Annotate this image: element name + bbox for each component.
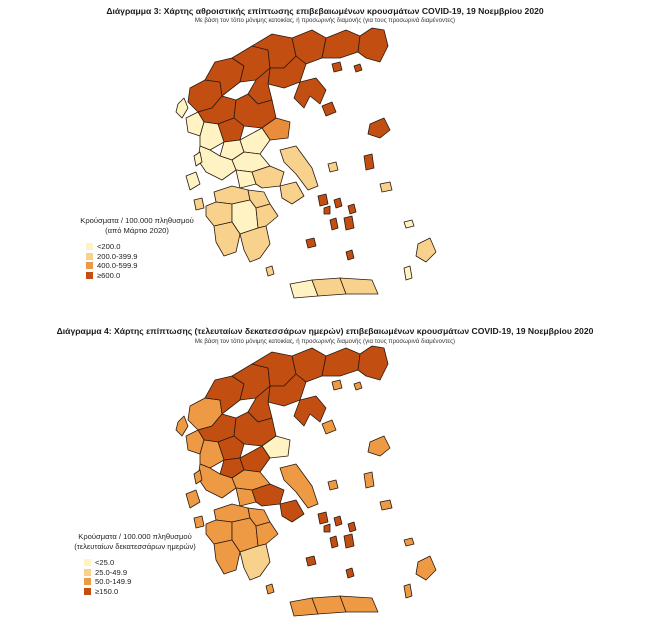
island-chios: [364, 472, 374, 488]
island-samos: [380, 182, 392, 192]
region-argolida: [256, 522, 278, 546]
island-samothraki: [354, 382, 362, 390]
island-syros: [324, 524, 330, 532]
island-limnos: [322, 102, 336, 116]
island-santorini: [346, 250, 354, 260]
island-mykonos: [348, 204, 356, 214]
legend-title: [62, 216, 212, 236]
region-argolida: [256, 204, 278, 228]
island-milos: [306, 556, 316, 566]
legend-item: [84, 577, 210, 587]
legend-item: [86, 242, 212, 252]
legend-label: ≥600.0: [97, 270, 121, 280]
peloponnese: [206, 186, 278, 262]
island-corfu: [176, 98, 188, 118]
map-legend: [62, 216, 212, 280]
island-paros: [330, 536, 338, 548]
island-syros: [324, 206, 330, 214]
legend-label: 50.0-149.9: [95, 577, 132, 587]
island-andros: [318, 194, 328, 206]
island-skyros: [328, 480, 338, 490]
legend-title-line1: Κρούσματα / 100.000 πληθυσμού: [78, 532, 192, 541]
island-santorini: [346, 568, 354, 578]
legend-item: [86, 252, 212, 262]
legend-swatch: [86, 272, 93, 279]
legend-swatch: [84, 578, 91, 585]
island-rhodes: [416, 556, 436, 580]
island-kythira: [266, 584, 274, 594]
island-zakynthos: [194, 516, 204, 528]
legend-label: ≥150.0: [95, 586, 119, 596]
island-mykonos: [348, 522, 356, 532]
legend-items: [60, 558, 210, 596]
island-kythira: [266, 266, 274, 276]
legend-label: 400.0-599.9: [97, 261, 138, 271]
legend-label: 200.0-399.9: [97, 251, 138, 261]
island-skyros: [328, 162, 338, 172]
island-karpathos: [404, 584, 412, 598]
map-legend: [60, 532, 210, 596]
region-evia: [280, 464, 318, 508]
region-evia: [280, 146, 318, 190]
island-kefalonia: [186, 172, 200, 190]
island-naxos: [344, 216, 354, 230]
legend-items: [62, 242, 212, 280]
region-thrace-west: [322, 30, 360, 58]
legend-label: <25.0: [95, 558, 115, 568]
legend-item: [86, 261, 212, 271]
island-milos: [306, 238, 316, 248]
peloponnese: [206, 504, 278, 580]
island-crete-east: [340, 278, 378, 294]
island-corfu: [176, 416, 188, 436]
island-karpathos: [404, 266, 412, 280]
legend-label: 25.0-49.9: [95, 567, 128, 577]
island-limnos: [322, 420, 336, 434]
legend-swatch: [84, 559, 91, 566]
island-samothraki: [354, 64, 362, 72]
legend-title-line2: (τελευταίων δεκατεσσάρων ημερών): [74, 542, 196, 551]
legend-item: [84, 587, 210, 597]
island-paros: [330, 218, 338, 230]
island-thasos: [332, 62, 342, 72]
island-kefalonia: [186, 490, 200, 508]
region-thrace-east: [358, 28, 388, 62]
region-thrace-east: [358, 346, 388, 380]
legend-swatch: [86, 262, 93, 269]
map-panel-14day: [0, 318, 650, 635]
map-title: Διάγραμμα 3: Χάρτης αθροιστικής επίπτωσης επιβεβαιωμένων κρουσμάτων COVID-19, 19 Νοεμβρίου 2020: [106, 6, 544, 16]
legend-swatch: [86, 253, 93, 260]
island-zakynthos: [194, 198, 204, 210]
island-lesvos: [368, 118, 390, 138]
island-samos: [380, 500, 392, 510]
legend-title: [60, 532, 210, 552]
island-naxos: [344, 534, 354, 548]
legend-swatch: [84, 569, 91, 576]
legend-item: [84, 568, 210, 578]
map-title: Διάγραμμα 4: Χάρτης επίπτωσης (τελευταίων δεκατεσσάρων ημερών) επιβεβαιωμένων κρουσμάτων COVID-19, 19 Νοεμβρίου 2020: [56, 326, 594, 336]
legend-label: <200.0: [97, 242, 121, 252]
region-attica: [280, 500, 304, 522]
island-chios: [364, 154, 374, 170]
map-subtitle: Με βάση τον τόπο μόνιμης κατοικίας, ή προσωρινής διαμονής (για τους προσωρινά διαμένοντες): [194, 17, 456, 24]
map-subtitle: Με βάση τον τόπο μόνιμης κατοικίας, ή προσωρινής διαμονής (για τους προσωρινά διαμένοντες): [194, 338, 456, 345]
region-thrace-west: [322, 348, 360, 376]
legend-swatch: [86, 243, 93, 250]
island-tinos: [334, 198, 342, 208]
legend-swatch: [84, 588, 91, 595]
legend-title-line1: Κρούσματα / 100.000 πληθυσμού: [80, 216, 194, 225]
island-rhodes: [416, 238, 436, 262]
island-kos: [404, 220, 414, 228]
island-tinos: [334, 516, 342, 526]
legend-item: [86, 271, 212, 281]
legend-item: [84, 558, 210, 568]
island-lesvos: [368, 436, 390, 456]
legend-title-line2: (από Μάρτιο 2020): [105, 226, 169, 235]
region-attica: [280, 182, 304, 204]
island-crete-east: [340, 596, 378, 612]
island-andros: [318, 512, 328, 524]
island-kos: [404, 538, 414, 546]
island-thasos: [332, 380, 342, 390]
